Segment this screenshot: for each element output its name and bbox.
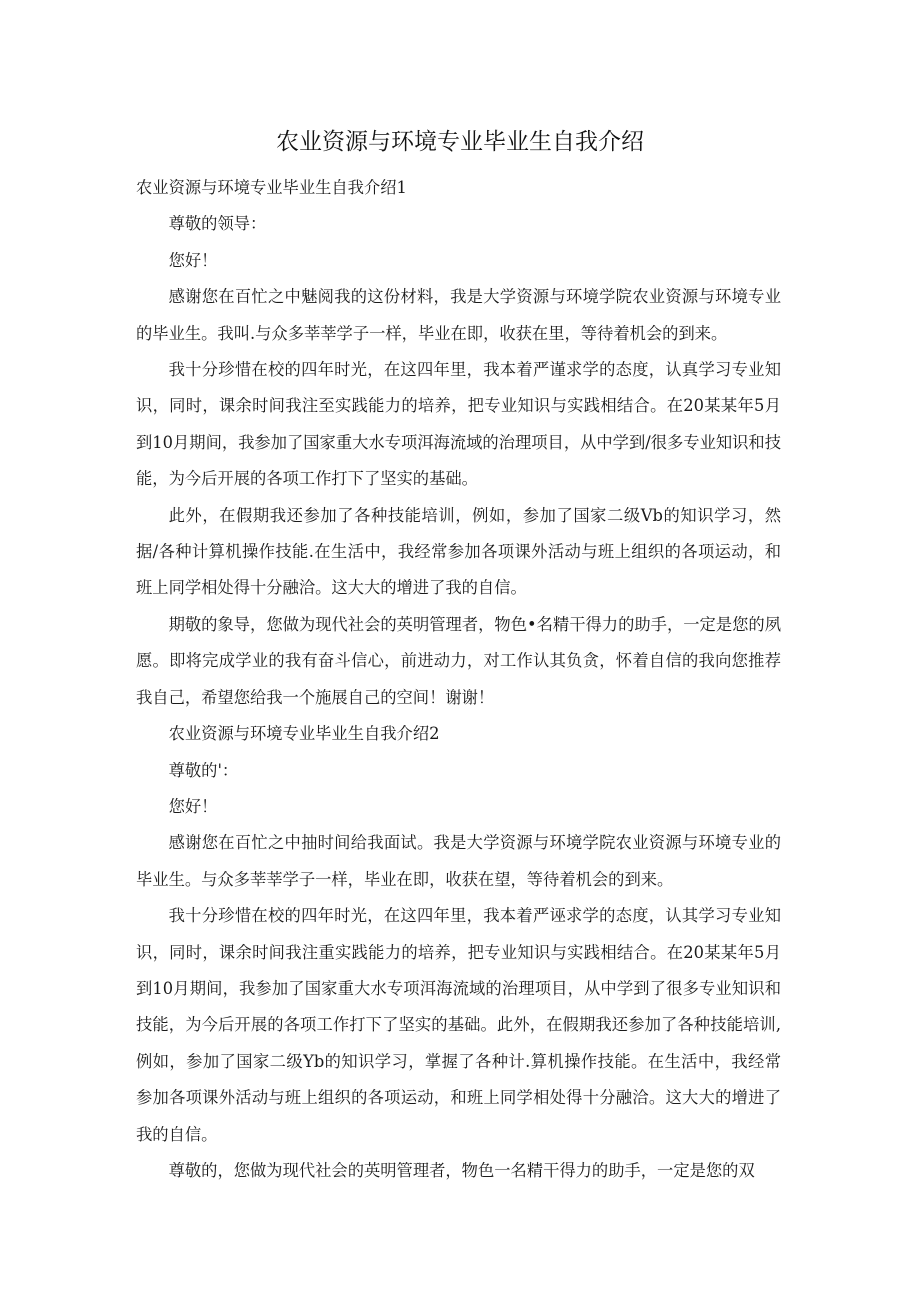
- greeting: 您好！: [168, 796, 218, 816]
- document-title: 农业资源与环境专业毕业生自我介绍: [276, 129, 644, 155]
- greeting: 您好！: [168, 250, 218, 270]
- section-heading-1: 农业资源与环境专业毕业生自我介绍1: [136, 178, 407, 197]
- salutation: 尊敬的领导：: [168, 214, 267, 234]
- paragraph: 感谢您在百忙之中抽时间给我面试。我是大学资源与环境学院农业资源与环境专业的毕业生。与众多莘莘学子一样，毕业在即，收获在望，等待着机会的到来。: [136, 833, 781, 889]
- salutation: 尊敬的'：: [168, 760, 239, 780]
- paragraph: 尊敬的，您做为现代社会的英明管理者，物色一名精干得力的助手，一定是您的双: [168, 1160, 755, 1180]
- paragraph: 感谢您在百忙之中魅阅我的这份材料，我是大学资源与环境学院农业资源与环境专业的毕业生。我叫.与众多莘莘学子一样，毕业在即，收获在里，等待着机会的到来。: [136, 287, 781, 343]
- paragraph: 此外，在假期我还参加了各种技能培训，例如，参加了国家二级Vb的知识学习，然据/各种计算机操作技能.在生活中，我经常参加各项课外活动与班上组织的各项运动，和班上同学相处得十分融洽。这大大的增进了我的自信。: [136, 505, 781, 598]
- paragraph: 我十分珍惜在校的四年时光，在这四年里，我本着严谨求学的态度，认真学习专业知识，同时，课余时间我注至实践能力的培养，把专业知识与实践相结合。在20某某年5月到10月期间，我参加了国家重大水专项洱海流域的治理项目，从中学到/很多专业知识和技能，为今后开展的各项工作打下了坚实的基础。: [136, 360, 781, 489]
- document-body: [136, 170, 781, 1189]
- paragraph: 期敬的象导，您做为现代社会的英明管理者，物色•名精干得力的助手，一定是您的夙愿。即将完成学业的我有奋斗信心，前进动力，对工作认其负贪，怀着自信的我向您推荐我自己，希望您给我一个施展自己的空间！谢谢！: [136, 614, 781, 707]
- section-heading-2: 农业资源与环境专业毕业生自我介绍2: [168, 724, 440, 744]
- paragraph: 我十分珍惜在校的四年时光，在这四年里，我本着严诬求学的态度，认其学习专业知识，同时，课余时间我注重实践能力的培养，把专业知识与实践相结合。在20某某年5月到10月期间，我参加了国家重大水专项洱海流域的治理项目，从中学到了很多专业知识和技能，为今后开展的各项工作打下了坚实的基础。此外，在假期我还参加了各种技能培训,例如，参加了国家二级Yb的知识学习，掌握了各种计.算机操作技能。在生活中，我经常参加各项课外活动与班上组织的各项运动，和班上同学相处得十分融洽。这大大的增进了我的自信。: [136, 906, 781, 1144]
